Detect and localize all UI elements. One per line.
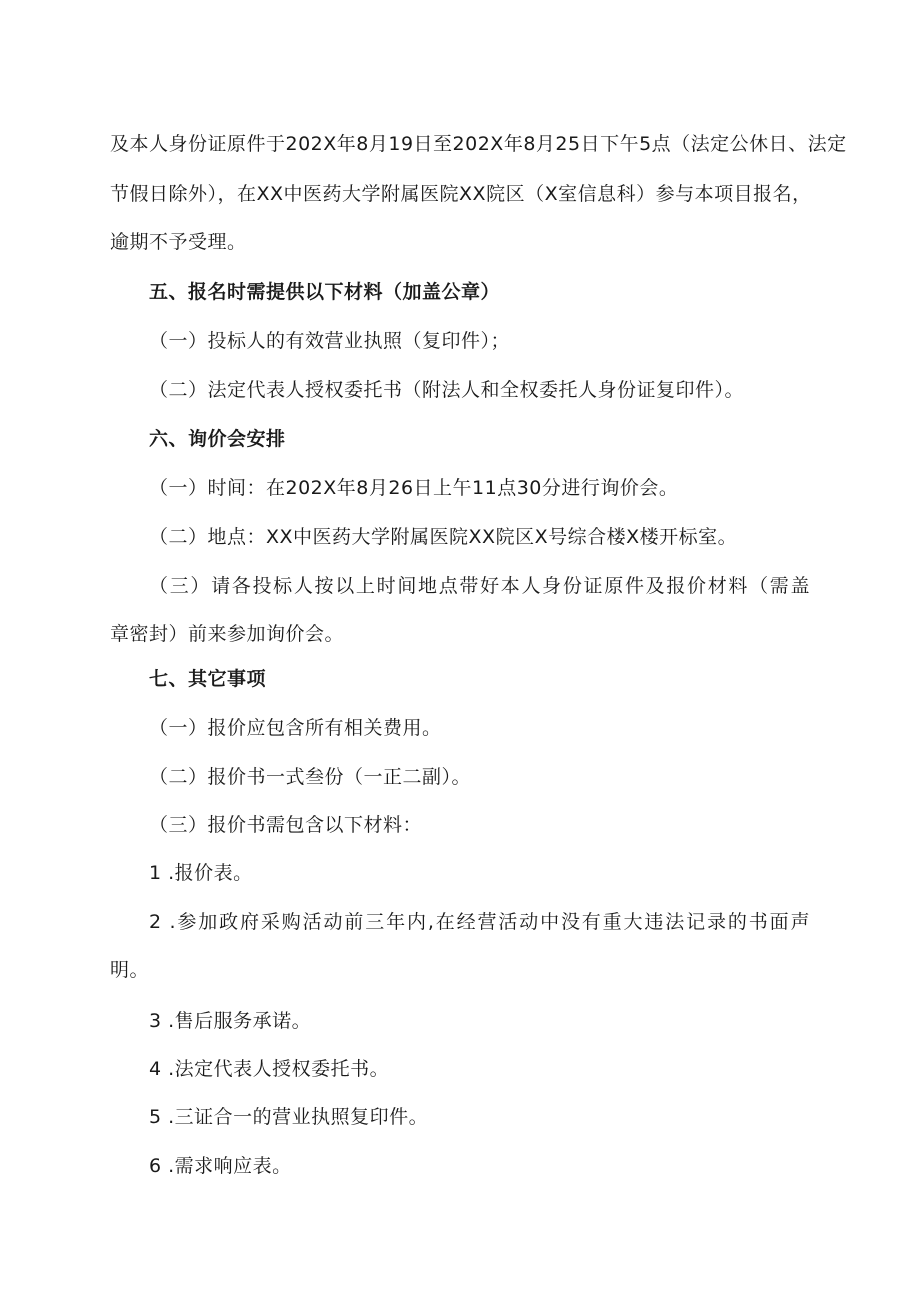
section-5-item-1: （一）投标人的有效营业执照（复印件）；	[149, 330, 511, 352]
material-5: 5 .三证合一的营业执照复印件。	[149, 1106, 429, 1128]
section-6-item-3-line-1: （三）请各投标人按以上时间地点带好本人身份证原件及报价材料（需盖	[149, 575, 810, 597]
intro-line-3: 逾期不予受理。	[110, 231, 247, 253]
material-3: 3 .售后服务承诺。	[149, 1010, 312, 1032]
section-6-heading: 六、询价会安排	[149, 428, 286, 450]
section-7-heading: 七、其它事项	[149, 668, 267, 690]
section-6-item-2: （二）地点：XX中医药大学附属医院XX院区X号综合楼X楼开标室。	[149, 526, 738, 548]
section-5-heading: 五、报名时需提供以下材料（加盖公章）	[149, 281, 501, 303]
section-6-item-1: （一）时间：在202X年8月26日上午11点30分进行询价会。	[149, 477, 679, 499]
section-7-item-2: （二）报价书一式叁份（一正二副）。	[149, 766, 472, 788]
intro-line-1: 及本人身份证原件于202X年8月19日至202X年8月25日下午5点（法定公休日、法定	[110, 133, 847, 155]
section-5-item-2: （二）法定代表人授权委托书（附法人和全权委托人身份证复印件）。	[149, 379, 745, 401]
material-2-line-2: 明。	[110, 959, 150, 981]
material-4: 4 .法定代表人授权委托书。	[149, 1058, 390, 1080]
section-7-item-1: （一）报价应包含所有相关费用。	[149, 717, 442, 739]
material-1: 1 .报价表。	[149, 862, 253, 884]
material-2-line-1: 2 .参加政府采购活动前三年内,在经营活动中没有重大违法记录的书面声	[149, 911, 810, 933]
section-7-item-3: （三）报价书需包含以下材料：	[149, 814, 423, 836]
intro-line-2: 节假日除外），在XX中医药大学附属医院XX院区（X室信息科）参与本项目报名，	[110, 183, 812, 205]
material-6: 6 .需求响应表。	[149, 1155, 292, 1177]
section-6-item-3-line-2: 章密封）前来参加询价会。	[110, 623, 345, 645]
